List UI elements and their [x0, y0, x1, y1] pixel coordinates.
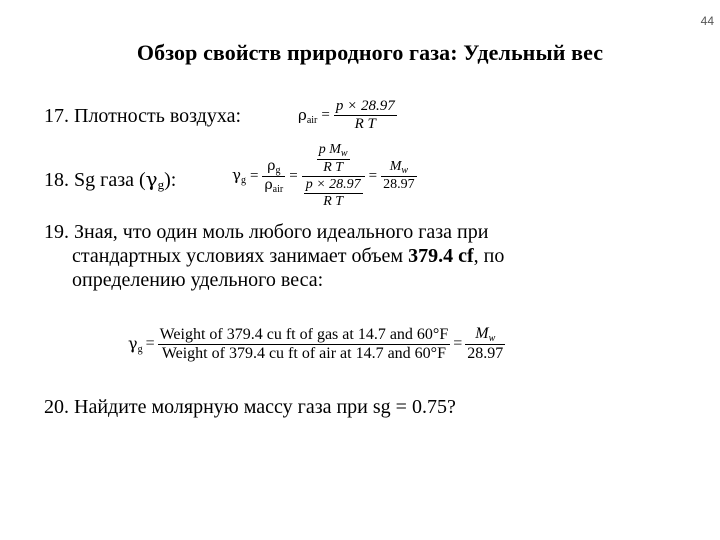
sg-lhs: $\gamma_g$	[232, 166, 246, 186]
specific-gravity-formula	[232, 136, 417, 216]
page-title: Обзор свойств природного газа: Удельный вес	[136, 40, 604, 65]
item-17-text: 17. Плотность воздуха:	[44, 105, 242, 127]
rho-air-lhs: $\rho_{air}$	[298, 105, 318, 126]
equals-sign-weight: =	[145, 335, 155, 352]
weight-ratio-formula	[128, 325, 505, 363]
equals-sign: =	[321, 107, 330, 123]
air-density-fraction	[334, 98, 397, 133]
weight-ratio-denominator: Weight of 379.4 cu ft of air at 14.7 and 60°F	[161, 344, 446, 362]
item-18-text: 18. Sg газа $(\gamma_g)$:	[44, 167, 177, 192]
volume-value: 379.4 cf	[408, 245, 474, 267]
weight-ratio-numerator: Weight of 379.4 cu ft of gas at 14.7 and 60°F	[159, 325, 449, 343]
equals-sign-weight-2: =	[453, 335, 463, 352]
air-density-denominator: R T	[354, 116, 376, 132]
density-ratio-fraction: $\frac{\rho_g}{\rho_{air}}$	[264, 157, 284, 195]
page-number: 44	[700, 14, 714, 28]
air-density-numerator: p × 28.97	[335, 98, 395, 114]
compound-denominator-fraction: $\frac{p \times 28.97}{\text{R T}}$	[305, 177, 361, 209]
air-density-formula	[298, 98, 397, 133]
weight-molar-fraction: $\frac{M_w}{28.97}$	[467, 325, 504, 362]
equals-sign-3: =	[368, 167, 378, 184]
weight-lhs: $\gamma_g$	[128, 333, 143, 355]
equals-sign-1: =	[249, 167, 259, 184]
compound-fraction	[302, 142, 365, 210]
weight-ratio-fraction	[158, 326, 451, 363]
equals-sign-2: =	[289, 167, 298, 184]
molar-mass-fraction: $\frac{M_w}{28.97}$	[383, 159, 415, 192]
compound-numerator-fraction: $\frac{p M_w}{\text{R T}}$	[318, 142, 348, 175]
item-20-text: 20. Найдите молярную массу газа при sg = 0.75?	[44, 396, 456, 418]
item-19-text: 19. Зная, что один моль любого идеального газа при стандартных условиях занимает объем 379.4 cf, по определению удельного веса:	[44, 221, 505, 291]
